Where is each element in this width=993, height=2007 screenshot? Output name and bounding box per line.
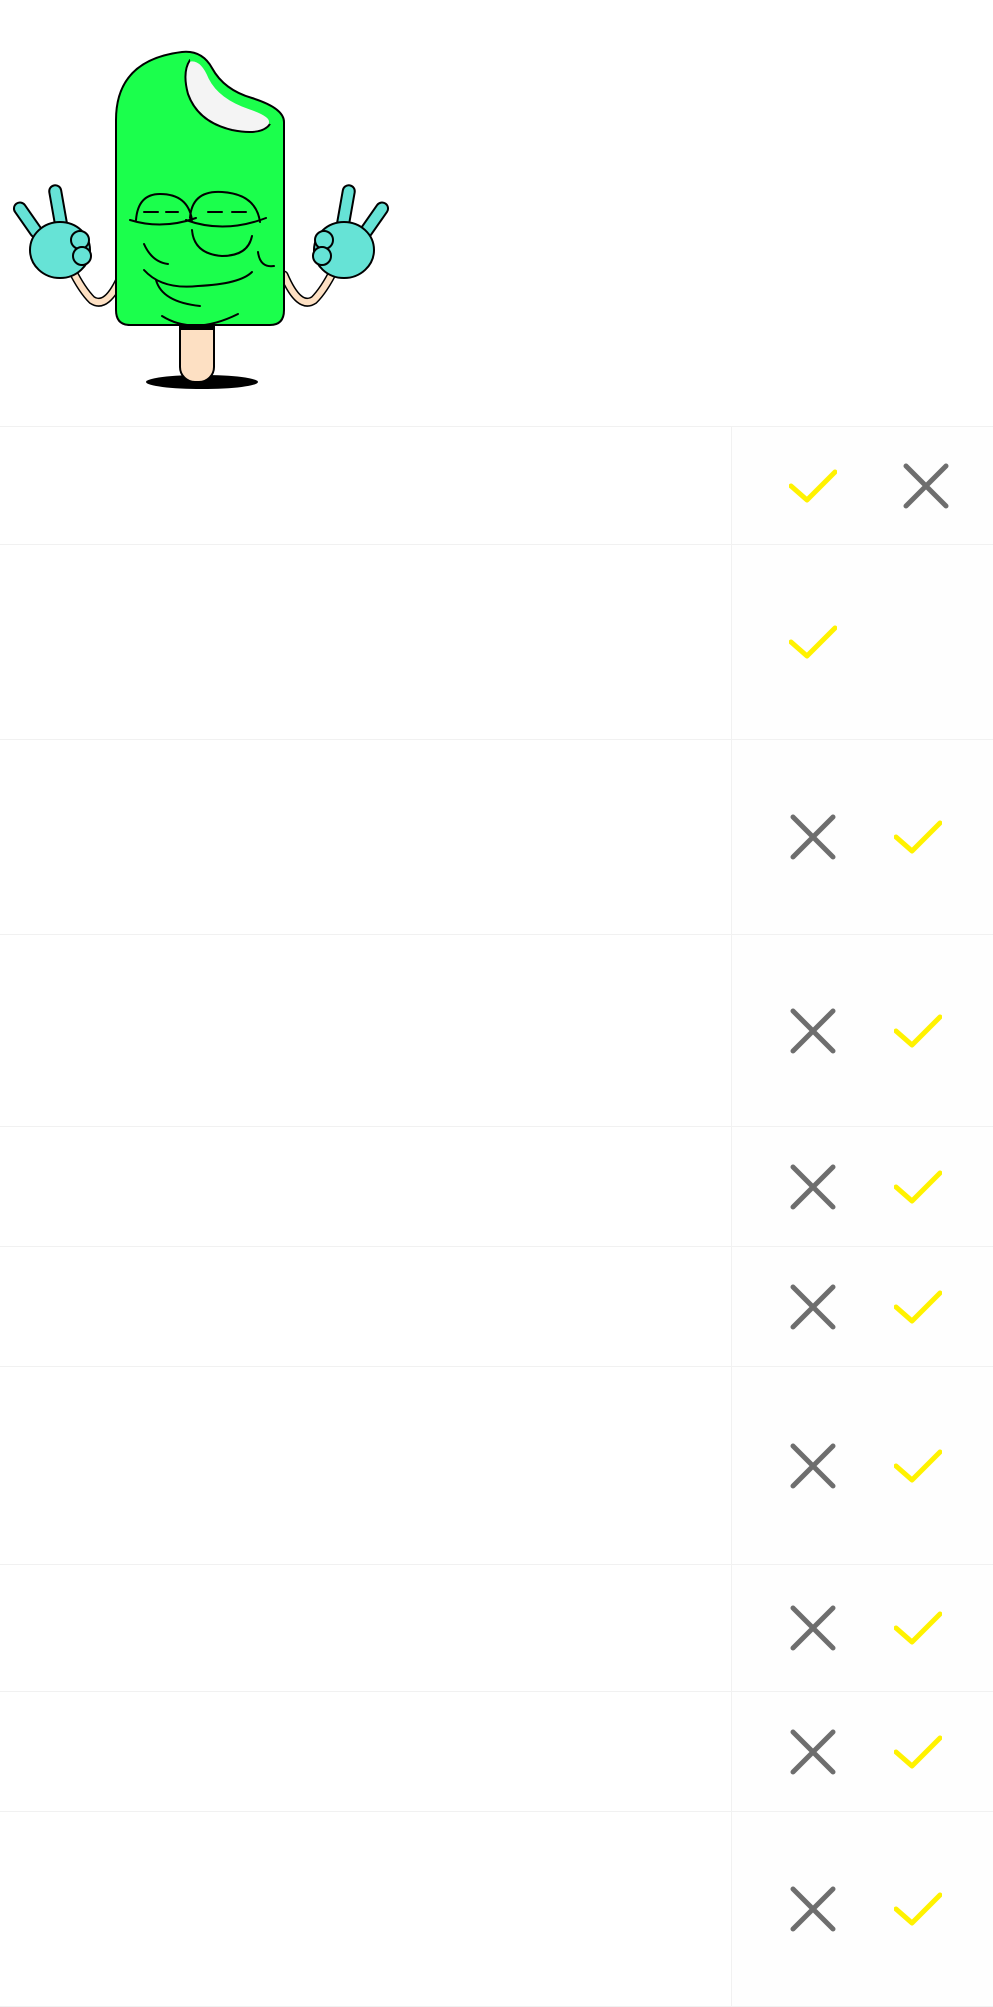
feature-cell — [0, 427, 731, 544]
table-row — [0, 1367, 993, 1565]
table-row — [0, 545, 993, 740]
value-cells — [731, 1367, 993, 1564]
table-row — [0, 1127, 993, 1247]
check-icon — [894, 1604, 942, 1652]
cross-icon — [789, 1442, 837, 1490]
value-cell-right — [894, 1442, 942, 1490]
feature-cell — [0, 1692, 731, 1811]
check-icon — [894, 813, 942, 861]
check-icon — [894, 1283, 942, 1331]
table-row — [0, 427, 993, 545]
feature-cell — [0, 1565, 731, 1691]
table-row — [0, 1812, 993, 2007]
value-cell-left — [789, 1728, 837, 1776]
comparison-table — [0, 426, 993, 2007]
table-row — [0, 935, 993, 1127]
value-cell-left — [789, 1283, 837, 1331]
value-cell-right — [894, 1283, 942, 1331]
cross-icon — [902, 462, 950, 510]
value-cell-left — [789, 1885, 837, 1933]
check-icon — [789, 618, 837, 666]
cross-icon — [789, 1283, 837, 1331]
cross-icon — [789, 1728, 837, 1776]
check-icon — [894, 1007, 942, 1055]
check-icon — [894, 1163, 942, 1211]
check-icon — [789, 462, 837, 510]
value-cell-right — [894, 1163, 942, 1211]
value-cells — [731, 1247, 993, 1366]
value-cells — [731, 1565, 993, 1691]
value-cell-left — [789, 1163, 837, 1211]
value-cell-left — [789, 618, 837, 666]
cross-icon — [789, 1885, 837, 1933]
check-icon — [894, 1728, 942, 1776]
table-row — [0, 740, 993, 935]
value-cells — [731, 427, 993, 544]
value-cell-right — [902, 462, 950, 510]
feature-cell — [0, 935, 731, 1126]
check-icon — [894, 1442, 942, 1490]
feature-cell — [0, 1812, 731, 2006]
value-cells — [731, 1692, 993, 1811]
value-cell-right — [894, 1604, 942, 1652]
table-row — [0, 1565, 993, 1692]
value-cell-left — [789, 1604, 837, 1652]
cross-icon — [789, 1007, 837, 1055]
feature-cell — [0, 1127, 731, 1246]
value-cell-right — [894, 1728, 942, 1776]
feature-cell — [0, 1367, 731, 1564]
value-cell-right — [894, 1007, 942, 1055]
feature-cell — [0, 740, 731, 934]
value-cell-left — [789, 813, 837, 861]
cross-icon — [789, 1604, 837, 1652]
feature-cell — [0, 1247, 731, 1366]
value-cells — [731, 1127, 993, 1246]
value-cells — [731, 1812, 993, 2006]
value-cells — [731, 740, 993, 934]
value-cell-left — [789, 1442, 837, 1490]
value-cells — [731, 545, 993, 739]
cross-icon — [789, 1163, 837, 1211]
popsicle-mascot-icon — [12, 40, 392, 400]
value-cell-right — [894, 1885, 942, 1933]
value-cell-left — [789, 1007, 837, 1055]
value-cells — [731, 935, 993, 1126]
value-cell-right — [894, 813, 942, 861]
table-row — [0, 1692, 993, 1812]
check-icon — [894, 1885, 942, 1933]
value-cell-left — [789, 462, 837, 510]
table-row — [0, 1247, 993, 1367]
cross-icon — [789, 813, 837, 861]
feature-cell — [0, 545, 731, 739]
